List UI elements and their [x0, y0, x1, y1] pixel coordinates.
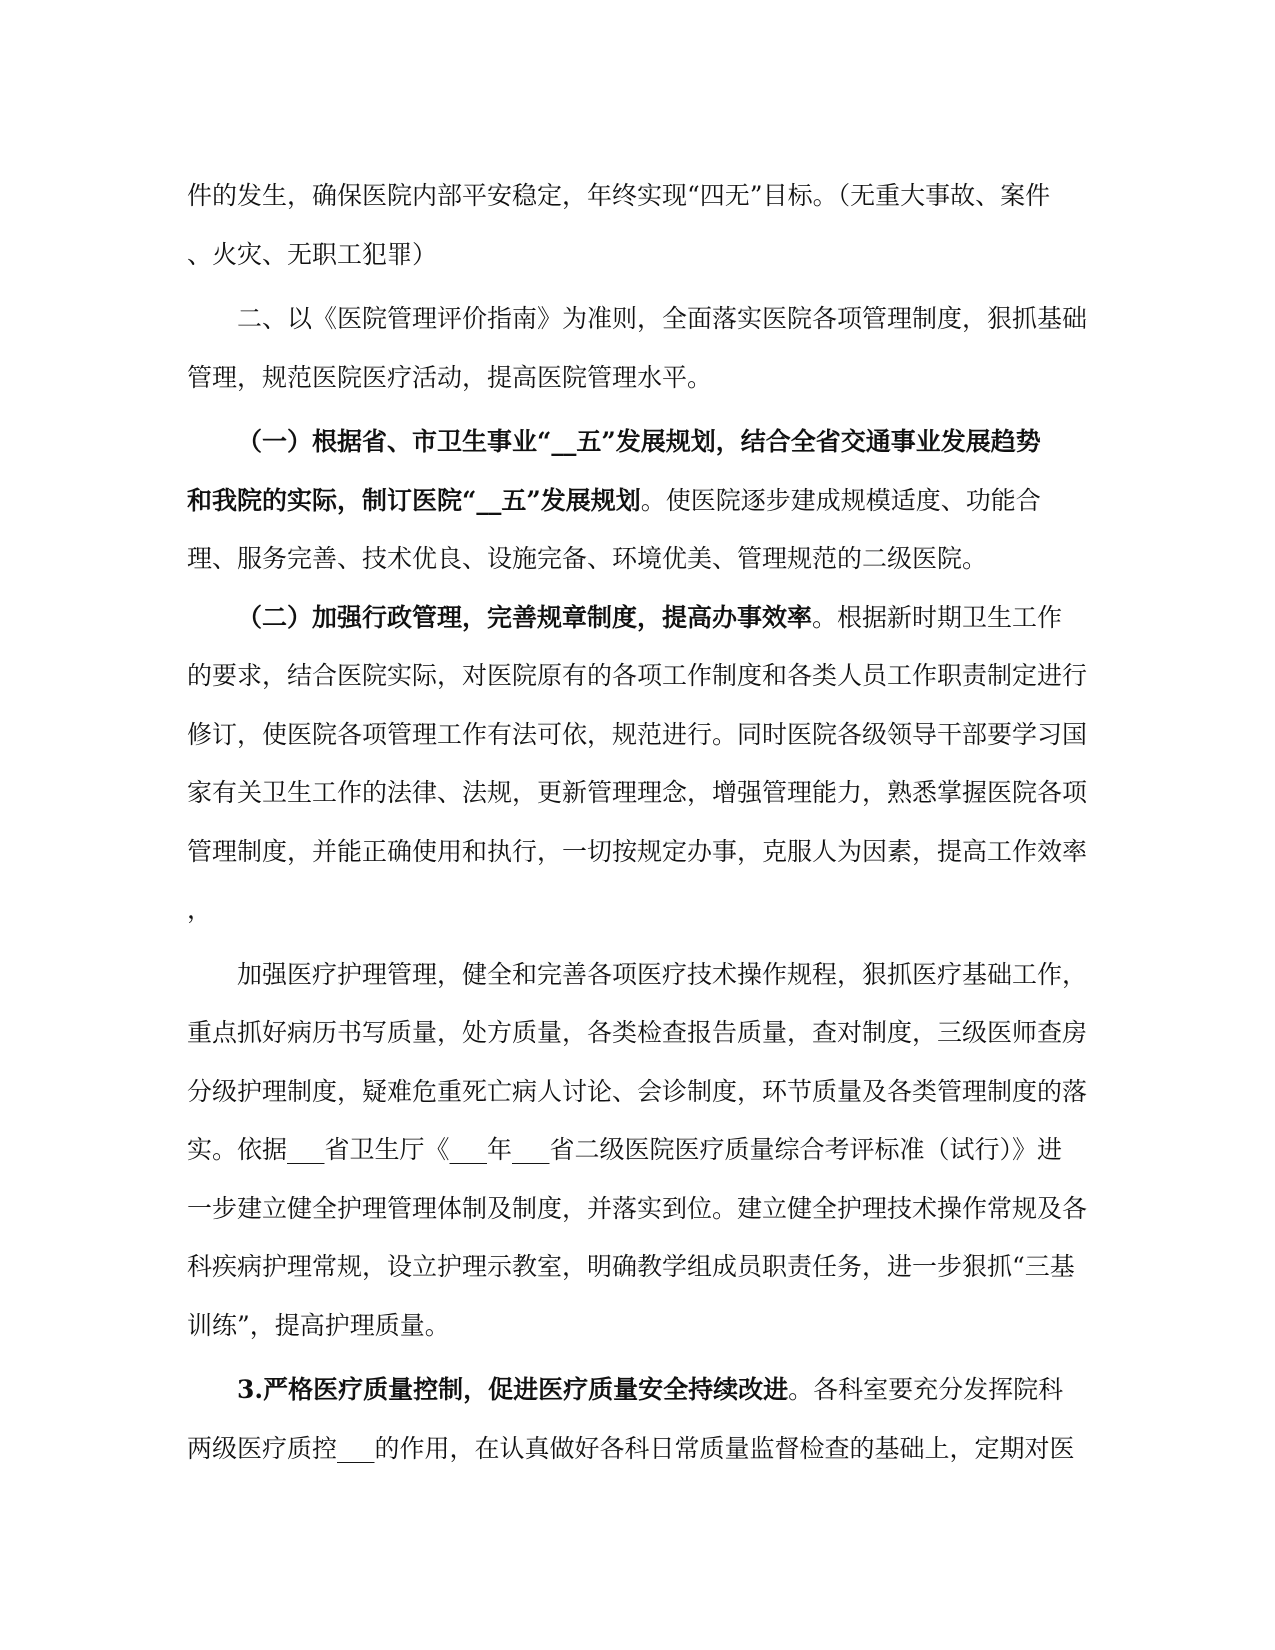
text-line: 和我院的实际，制订医院“__五”发展规划。使医院逐步建成规模适度、功能合 [187, 485, 1041, 515]
text-line: 实。依据___省卫生厅《___年___省二级医院医疗质量综合考评标准（试行）》进 [187, 1135, 1063, 1164]
text-line: 3.严格医疗质量控制，促进医疗质量安全持续改进。各科室要充分发挥院科 [237, 1375, 1064, 1404]
text-line: 理、服务完善、技术优良、设施完备、环境优美、管理规范的二级医院。 [187, 544, 988, 573]
text-line: 加强医疗护理管理，健全和完善各项医疗技术操作规程，狠抓医疗基础工作， [237, 959, 1088, 989]
text-line: 科疾病护理常规，设立护理示教室，明确教学组成员职责任务，进一步狠抓“三基 [187, 1252, 1075, 1281]
text-line: 两级医疗质控___的作用，在认真做好各科日常质量监督检查的基础上，定期对医 [187, 1433, 1075, 1463]
text-line: 家有关卫生工作的法律、法规，更新管理理念，增强管理能力，熟悉掌握医院各项 [187, 778, 1088, 807]
text-line: 管理制度，并能正确使用和执行，一切按规定办事，克服人为因素，提高工作效率 [187, 836, 1088, 866]
text-line: 的要求，结合医院实际，对医院原有的各项工作制度和各类人员工作职责制定进行 [187, 661, 1088, 690]
text-line: 管理，规范医院医疗活动，提高医院管理水平。 [187, 362, 713, 392]
text-line: ， [187, 895, 213, 924]
text-line: 重点抓好病历书写质量，处方质量，各类检查报告质量，查对制度，三级医师查房 [187, 1018, 1088, 1047]
text-line: 修订，使医院各项管理工作有法可依，规范进行。同时医院各级领导干部要学习国 [187, 719, 1088, 749]
text-line: 一步建立健全护理管理体制及制度，并落实到位。建立健全护理技术操作常规及各 [187, 1193, 1088, 1223]
body-text [187, 167, 1087, 1478]
section-heading-line: 二、以《医院管理评价指南》为准则，全面落实医院各项管理制度，狠抓基础 [237, 304, 1088, 333]
text-line: 件的发生，确保医院内部平安稳定，年终实现“四无”目标。（无重大事故、案件 [187, 181, 1051, 210]
text-line: 分级护理制度，疑难危重死亡病人讨论、会诊制度，环节质量及各类管理制度的落 [187, 1076, 1088, 1106]
text-line: （二）加强行政管理，完善规章制度，提高办事效率。根据新时期卫生工作 [237, 602, 1063, 632]
text-line: 、火灾、无职工犯罪） [187, 239, 438, 269]
text-line: 训练”，提高护理质量。 [187, 1310, 450, 1340]
text-line: （一）根据省、市卫生事业“__五”发展规划，结合全省交通事业发展趋势 [237, 427, 1041, 456]
